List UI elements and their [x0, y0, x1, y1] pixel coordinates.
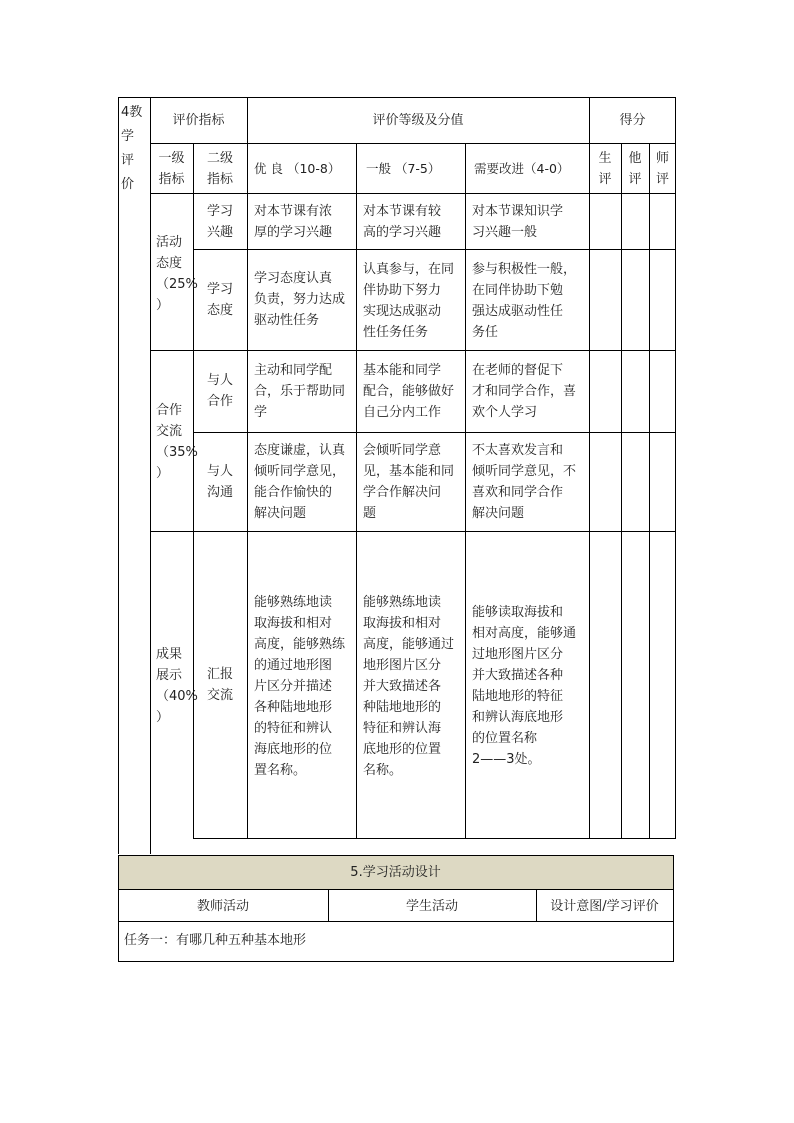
cell-average: 认真参与，在同 伴协助下努力 实现达成驱动 性任务任务 [363, 262, 455, 340]
grid-line [150, 193, 676, 194]
grid-line [673, 855, 674, 962]
cell-improve: 参与积极性一般， 在同伴协助下勉 强达成驱动性任 务任 [472, 262, 577, 340]
column-teacher-activity: 教师活动 [196, 899, 249, 914]
header-peer: 他 评 [628, 151, 642, 187]
group-label-cooperation: 合作 交流 （35% ） [156, 403, 198, 481]
grid-line [118, 97, 676, 98]
header-score: 得分 [619, 113, 646, 128]
grid-line [193, 432, 676, 433]
activity-section-title: 5.学习活动设计 [350, 865, 441, 880]
column-student-activity: 学生活动 [405, 899, 458, 914]
grid-line [193, 838, 676, 839]
cell-excellent: 对本节课有浓 厚的学习兴趣 [254, 204, 333, 240]
header-grades: 评价等级及分值 [372, 113, 464, 128]
cell-improve: 对本节课知识学 习兴趣一般 [472, 204, 564, 240]
sub-indicator: 学习 兴趣 [206, 204, 233, 240]
grid-line [356, 143, 357, 839]
header-teacher: 师 评 [655, 151, 669, 187]
sub-indicator: 汇报 交流 [206, 667, 233, 703]
grid-line [118, 97, 119, 854]
grid-line [118, 921, 674, 922]
grid-line [150, 531, 676, 532]
cell-excellent: 学习态度认真 负责，努力达成 驱动性任务 [254, 271, 346, 328]
group-label-activity: 活动 态度 （25% ） [156, 235, 198, 313]
grid-line [118, 855, 674, 856]
group-label-results: 成果 展示 （40% ） [156, 647, 198, 725]
cell-excellent: 能够熟练地读 取海拔和相对 高度，能够熟练 的通过地形图 片区分并描述 各种陆地地形 的特征和辨认 海底地形的位 置名称。 [254, 595, 346, 778]
grid-line [118, 961, 674, 962]
grid-line [465, 143, 466, 839]
grid-line [247, 97, 248, 839]
grid-line [621, 143, 622, 839]
header-improve: 需要改进（4-0） [474, 161, 570, 176]
grid-line [193, 249, 676, 250]
header-level2: 二级 指标 [206, 151, 233, 187]
header-self: 生 评 [598, 151, 612, 187]
grid-line [150, 97, 151, 854]
grid-line [589, 97, 590, 839]
grid-line [150, 350, 676, 351]
cell-average: 基本能和同学 配合，能够做好 自己分内工作 [363, 363, 455, 420]
section-label: 4教 学 评 价 [121, 105, 143, 192]
sub-indicator: 与人 合作 [206, 373, 233, 409]
cell-average: 会倾听同学意 见，基本能和同 学合作解决问 题 [363, 443, 455, 521]
grid-line [675, 97, 676, 839]
grid-line [118, 889, 674, 890]
task-one: 任务一：有哪几种五种基本地形 [124, 933, 307, 948]
grid-line [649, 143, 650, 839]
cell-excellent: 态度谦虚，认真 倾听同学意见， 能合作愉快的 解决问题 [254, 443, 346, 521]
header-indicators: 评价指标 [172, 113, 225, 128]
cell-excellent: 主动和同学配 合，乐于帮助同 学 [254, 363, 346, 420]
cell-improve: 不太喜欢发言和 倾听同学意见，不 喜欢和同学合作 解决问题 [472, 443, 577, 521]
sub-indicator: 学习 态度 [206, 282, 233, 318]
cell-average: 对本节课有较 高的学习兴趣 [363, 204, 442, 240]
header-average: 一般 （7-5） [366, 161, 441, 176]
header-excellent: 优 良 （10-8） [254, 161, 341, 176]
column-design-intent: 设计意图/学习评价 [550, 899, 659, 914]
cell-average: 能够熟练地读 取海拔和相对 高度，能够通过 地形图片区分 并大致描述各 种陆地地形的 特征和辨认海 底地形的位置 名称。 [363, 595, 455, 778]
grid-line [150, 143, 676, 144]
sub-indicator: 与人 沟通 [206, 464, 233, 500]
header-level1: 一级 指标 [158, 151, 185, 187]
cell-improve: 能够读取海拔和 相对高度，能够通 过地形图片区分 并大致描述各种 陆地地形的特征 和辨认海底地形 的位置名称 2——3处。 [472, 605, 577, 767]
cell-improve: 在老师的督促下 才和同学合作，喜 欢个人学习 [472, 363, 577, 420]
